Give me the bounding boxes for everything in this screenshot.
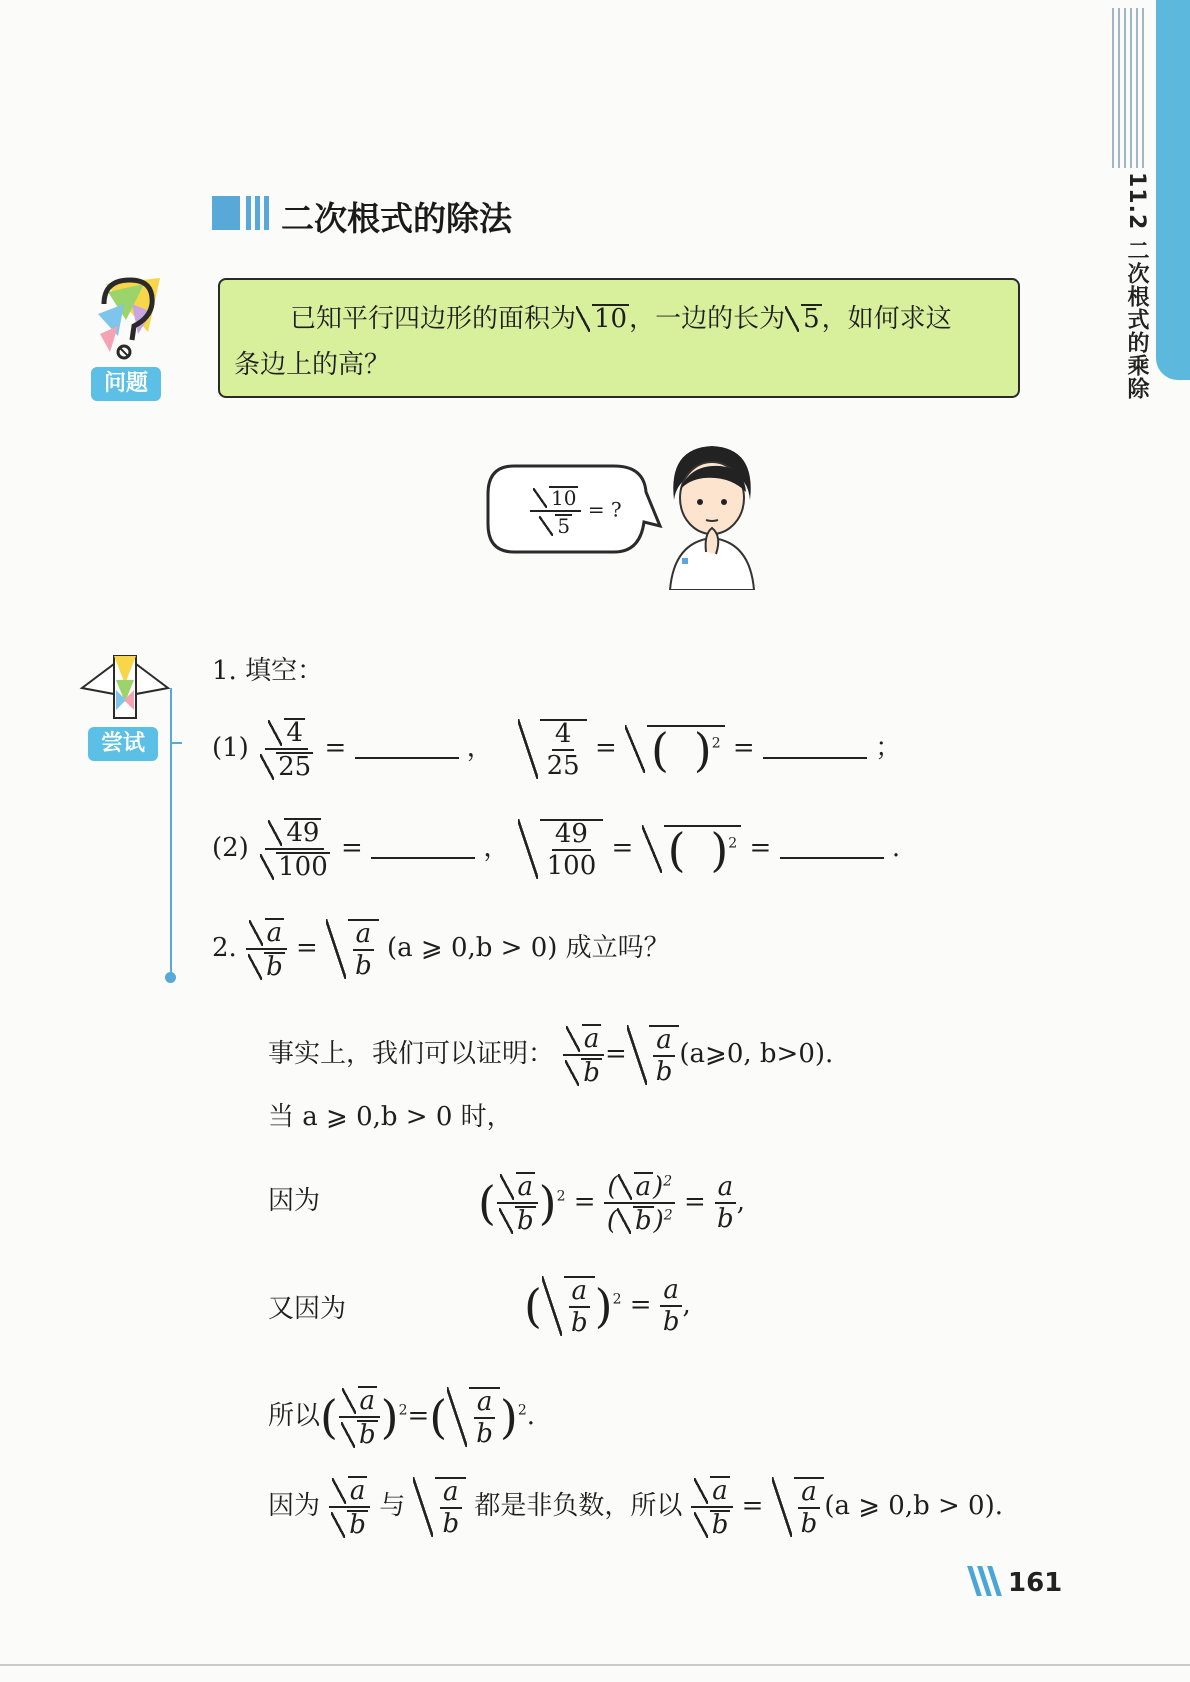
radicand: 5 <box>803 304 820 334</box>
chapter-tab-bar <box>1156 0 1190 380</box>
answer-blank <box>763 755 867 759</box>
heading-block-icon <box>212 196 240 230</box>
heading-stripe-icon <box>264 196 269 230</box>
proof-conclusion: 因为 $\frac{a}{b}$ 与 $\frac{a}{b}$ 都是非负数，所以 $\frac{a}{b}$ = $\frac{a}{b}$ (a ⩾ 0,b > 0). <box>268 1476 1004 1540</box>
proof-intro: 事实上，我们可以证明： $\frac{a}{b}$ = $\frac{a}{b}$ (a⩾0, b>0). <box>268 1024 834 1088</box>
problem-box <box>218 278 1020 398</box>
answer-blank <box>371 855 475 859</box>
proof-because-label: 因为 <box>268 1186 321 1216</box>
chapter-tab-label: 11.2 二次根式的乘除 <box>1124 172 1149 400</box>
try-side-line <box>170 688 172 976</box>
radicand: 10 <box>594 304 628 334</box>
proof-also-label: 又因为 <box>268 1294 347 1324</box>
page-number: 161 <box>1008 1568 1063 1598</box>
bottom-rule <box>0 1664 1190 1666</box>
girl-thinking-illustration <box>660 442 764 590</box>
try-kite-icon <box>78 650 172 726</box>
try-sub-1: (1) $\frac{4}{25}$ = ， $\frac{4}{25}$ = ( )$^2$ = ； <box>212 718 902 782</box>
edge-stripe-decoration <box>1112 8 1148 168</box>
section-heading: 二次根式的除法 <box>281 199 512 238</box>
answer-blank <box>780 855 884 859</box>
proof-so: 所以( $\frac{a}{b}$ )$^2$=( $\frac{a}{b}$ )$^2$. <box>268 1386 536 1450</box>
try-sub-2: (2) $\frac{49}{100}$ = ， $\frac{49}{100}$ = ( )$^2$ = . <box>212 818 901 882</box>
proof-also-eq: ( $\frac{a}{b}$ )$^2$ = $\frac{a}{b}$ , <box>524 1275 691 1338</box>
proof-when: 当 a ⩾ 0,b > 0 时， <box>268 1102 513 1132</box>
try-question-1: 1. 填空： <box>212 656 324 686</box>
try-question-2: 2. $\frac{a}{b}$ = $\frac{a}{b}$ (a ⩾ 0,b > 0) 成立吗？ <box>212 918 670 982</box>
heading-stripe-icon <box>255 196 260 230</box>
try-side-dot <box>165 972 176 983</box>
question-mark-icon <box>88 274 168 362</box>
heading-stripe-icon <box>246 196 251 230</box>
bubble-expression: $\frac{10}{5}$ = ? <box>530 486 622 536</box>
answer-blank <box>355 755 459 759</box>
try-badge: 尝试 <box>88 727 158 761</box>
proof-because-eq: ( $\frac{a}{b}$ )$^2$ = $\frac{( a)^2}{( b)^2}$ = $\frac{a}{b}$ , <box>478 1172 745 1236</box>
problem-line-1: 已知平行四边形的面积为 10，一边的长为 5，如何求这 <box>290 304 952 334</box>
problem-badge: 问题 <box>91 367 161 401</box>
problem-line-2: 条边上的高？ <box>234 350 391 380</box>
try-side-tick <box>172 742 182 744</box>
